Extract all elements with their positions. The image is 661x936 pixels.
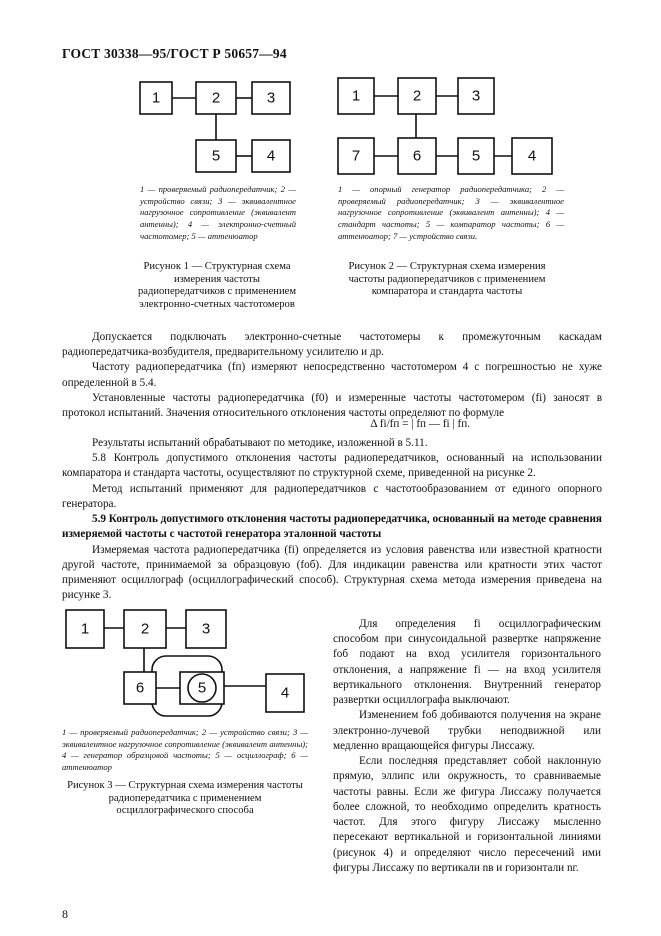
fig3-label-5: 5 [197,679,207,697]
main-text-block-2 [62,436,602,604]
fig1-label-2: 2 [211,89,221,107]
paragraph: Результаты испытаний обрабатывают по методике, изложенной в 5.11. [92,437,428,449]
paragraph: Изменением fоб добиваются получения на экране электронно-лучевой трубки неподвижной или медленно вращающейся фигуры Лиссажу. [333,709,601,752]
paragraph: Измеряемая частота радиопередатчика (fi) определяется из условия равенства или известной кратности другой частоте, принимаемой за образцовую (fоб). Для индикации равенства или кратности этих частот применяют осциллограф (осциллографический способ). Структурная схема метода измерения приведена на рисунке 3. [62,543,602,602]
fig2-label-6: 6 [412,147,422,165]
paragraph: Допускается подключать электронно-счетные частотомеры к промежуточным каскадам радиопередатчика-возбудителя, предварительному усилителю и др. [62,331,602,359]
fig3-label-4: 4 [280,684,290,702]
fig2-label-2: 2 [412,87,422,105]
paragraph: Метод испытаний применяют для радиопередатчиков с частотообразованием от единого опорного генератора. [62,482,602,510]
fig1-label-1: 1 [151,89,161,107]
fig1-label-4: 4 [266,147,276,165]
figure-2-diagram [338,76,568,186]
figure-3-caption: Рисунок 3 — Структурная схема измерения частоты радиопередатчика с применением осциллографического способа [67,780,303,817]
figure-1-caption: Рисунок 1 — Структурная схема измерения частоты радиопередатчиков с применением электронно-счетных частотомеров [137,261,297,311]
paragraph: Для определения fi осциллографическим способом при синусоидальной развертке напряжение fоб подают на вход усилителя горизонтального отклонения, а напряжение fi — на вход усилителя вертикального отклонения. Внутренний генератор развертки осциллографа выключают. [333,618,601,707]
paragraph: 5.8 Контроль допустимого отклонения частоты радиопередатчиков, основанный на использовании компаратора и стандарта частоты, осуществляют по структурной схеме, приведенной на рисунке 2. [62,452,602,480]
paragraph: Частоту радиопередатчика (fп) измеряют непосредственно частотомером 4 с погрешностью не хуже определенной в 5.4. [62,361,602,389]
fig3-label-6: 6 [135,679,145,697]
figure-1-diagram [140,80,300,180]
figure-1-legend: 1 — проверяемый радиопередатчик; 2 — устройство связи; 3 — эквивалентное нагрузочное сопротивление (эквивалент антенны); 4 — электронно-счетный частотомер; 5 — аттенюатор [140,184,296,241]
fig1-label-5: 5 [211,147,221,165]
fig1-label-3: 3 [266,89,276,107]
right-column-text [333,617,601,876]
fig3-label-3: 3 [201,620,211,638]
page-number: 8 [62,907,68,921]
paragraph: Если последняя представляет собой наклонную прямую, эллипс или окружность, то сравниваемые частоты равны. Если же фигура Лиссажу получается более сложной, то необходимо определить кратность частот. Для этого фигуру Лиссажу мысленно пересекают вертикальной и горизонтальной линиями (рисунок 4) и определяют число пересечений ими фигуры Лиссажу по вертикали nв и горизонтали nг. [333,755,601,874]
figure-2-legend: 1 — опорный генератор радиопередатчика; 2 — проверяемый радиопередатчик; 3 — эквивалентное нагрузочное сопротивление (эквивалент антенны); 4 — стандарт частоты; 5 — компаратор частоты; 6 — аттенюатор; 7 — устройство связи. [338,184,564,241]
fig3-label-1: 1 [80,620,90,638]
figure-3-legend: 1 — проверяемый радиопередатчик; 2 — устройство связи; 3 — эквивалентное нагрузочное сопротивление (эквивалент антенны); 4 — генератор образцовой частоты; 5 — осциллограф; 6 — аттенюатор [62,727,308,773]
fig2-label-7: 7 [351,147,361,165]
fig2-label-4: 4 [527,147,537,165]
fig2-label-5: 5 [471,147,481,165]
formula: Δ fi/fп = | fп — fi | fп. [370,418,470,430]
section-heading: 5.9 Контроль допустимого отклонения частоты радиопередатчика, основанный на методе сравнения измеряемой частоты с частотой генератора эталонной частоты [62,513,602,541]
fig2-label-1: 1 [351,87,361,105]
paragraph: Установленные частоты радиопередатчика (f0) и измеренные частоты частотомером (fi) заносят в протокол испытаний. Значения относительного отклонения частоты определяют по формуле [62,391,602,420]
document-header: ГОСТ 30338—95/ГОСТ Р 50657—94 [62,46,287,61]
main-text-block [62,330,602,421]
fig3-label-2: 2 [140,620,150,638]
figure-2-caption: Рисунок 2 — Структурная схема измерения частоты радиопередатчиков с применением компаратора и стандарта частоты [348,261,546,298]
figure-3-diagram [66,604,306,716]
fig2-label-3: 3 [471,87,481,105]
